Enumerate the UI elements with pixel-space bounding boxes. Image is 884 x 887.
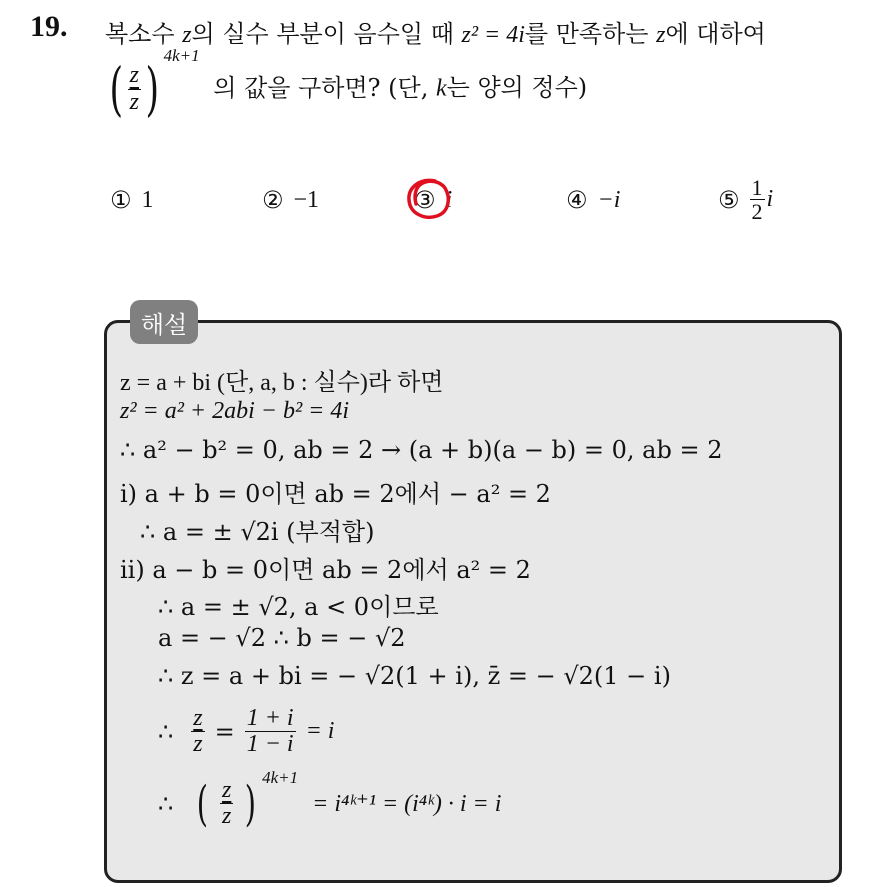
choice-1[interactable]: ① 1 (110, 186, 154, 214)
question-exponent: 4k+1 (163, 45, 200, 65)
solution-line-4: i) a + b = 0이면 ab = 2에서 − a² = 2 (120, 480, 551, 508)
solution-line-8: a = − √2 ∴ b = − √2 (158, 624, 406, 652)
solution-line-5: ∴ a = ± √2i (부적합) (140, 518, 375, 546)
solution-fraction-line: ∴ $\frac{z}{z}$ = $\frac{1 + i}{1 - i}$ = i (158, 705, 335, 758)
choice-5[interactable]: ⑤ $\frac{1}{2}$ i (718, 175, 774, 225)
question-line-1: 복소수 z의 실수 부분이 음수일 때 z² = 4i를 만족하는 z에 대하여 (105, 20, 766, 48)
solution-line-3: ∴ a² − b² = 0, ab = 2 → (a + b)(a − b) = 0, ab = 2 (120, 436, 723, 464)
answer-circle-mark (405, 176, 455, 222)
choice-3[interactable]: ③ i (414, 186, 453, 214)
solution-tag: 해설 (130, 300, 198, 344)
solution-line-9: ∴ z = a + bi = − √2(1 + i), z̄ = − √2(1 − i) (158, 662, 671, 690)
solution-final-line: ∴ ( $\frac{z}{z}$ ) 4k+1 = i⁴ᵏ⁺¹ = (i⁴ᵏ) · i = i (158, 767, 502, 832)
choice-4[interactable]: ④ −i (566, 186, 621, 214)
question-number: 19. (30, 10, 68, 43)
choice-2[interactable]: ② −1 (262, 186, 320, 214)
solution-line-7: ∴ a = ± √2, a < 0이므로 (158, 593, 439, 621)
question-line-2: ( $\frac{z}{z}$ ) $^{4k+1}$ 의 값을 구하면? (단, k는 양의 정수) (109, 45, 588, 123)
solution-line-1: z = a + bi (단, a, b : 실수)라 하면 (120, 370, 444, 396)
question-fraction: $\frac{z}{z}$ (129, 62, 139, 115)
solution-line-6: ii) a − b = 0이면 ab = 2에서 a² = 2 (120, 556, 531, 584)
solution-line-2: z² = a² + 2abi − b² = 4i (120, 398, 350, 424)
